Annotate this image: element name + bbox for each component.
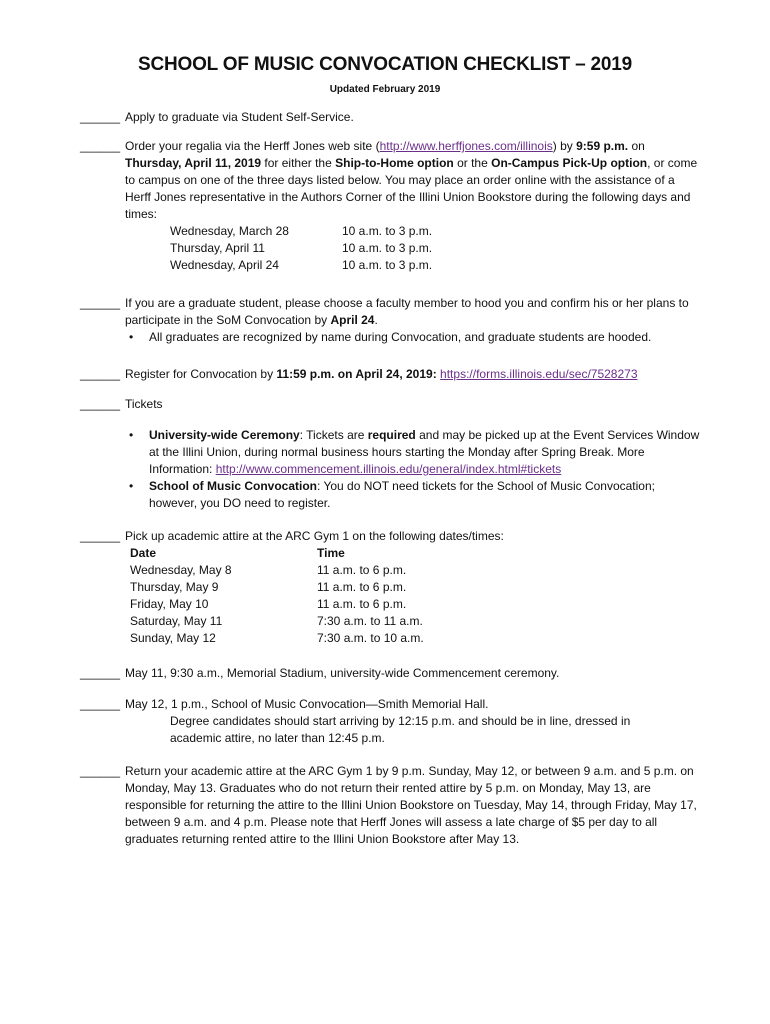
date-cell: Sunday, May 12 [130,631,216,645]
table-row [130,613,700,630]
text-run: , or come to campus on one of the three days listed below. You may place an order online with the assistance of a Herff Jones representative in the Authors Corner of the Illini Union Bookstore during the following days and times: [125,156,698,221]
check-blank: ______ [80,296,121,310]
check-blank: ______ [80,397,121,411]
column-header-time: Time [317,546,345,560]
checklist-item-regalia [80,138,700,274]
regalia-days-table [170,223,700,274]
item-text [125,366,700,383]
date-cell: Saturday, May 11 [130,614,223,628]
time-cell: 10 a.m. to 3 p.m. [342,258,433,272]
deadline-time: 9:59 p.m. [576,139,629,153]
checklist-item-apply [80,109,700,126]
deadline-date: April 24 [330,313,375,327]
time-cell: 11 a.m. to 6 p.m. [317,597,407,611]
time-cell: 11 a.m. to 6 p.m. [317,580,407,594]
emphasis: required [367,428,416,442]
deadline-date: Thursday, April 11, 2019 [125,156,262,170]
registration-link[interactable]: https://forms.illinois.edu/sec/7528273 [440,367,638,381]
pickup-option: On-Campus Pick-Up option [491,156,648,170]
text-run: ) by [552,139,577,153]
time-cell: 10 a.m. to 3 p.m. [342,224,433,238]
check-blank: ______ [80,139,121,153]
day-cell: Wednesday, April 24 [170,258,279,272]
page-title: SCHOOL OF MUSIC CONVOCATION CHECKLIST – 2019 [137,54,633,75]
text-run: on [631,139,645,153]
checklist-item-tickets [80,396,700,512]
list-item [125,329,700,346]
deadline: 11:59 p.m. on April 24, 2019: [276,367,437,381]
bullet-icon: • [129,428,134,442]
text-run: . [374,313,378,327]
list-item [125,478,700,512]
check-blank: ______ [80,367,121,381]
table-row [130,579,700,596]
table-row [130,630,700,647]
tickets-list [125,427,700,512]
text-run: Order your regalia via the Herff Jones web site ( [125,139,380,153]
bullet-icon: • [129,330,134,344]
check-blank: ______ [80,110,121,124]
checklist-item-convocation [80,696,700,747]
day-cell: Thursday, April 11 [170,241,265,255]
check-blank: ______ [80,529,121,543]
item-text: May 12, 1 p.m., School of Music Convocation—Smith Memorial Hall. [125,697,489,711]
item-text [125,138,700,274]
date-cell: Wednesday, May 8 [130,563,232,577]
item-text: Return your academic attire at the ARC Gym 1 by 9 p.m. Sunday, May 12, or between 9 a.m. and 5 p.m. on Monday, May 13. Graduates who do not return their rented attire by 5 p.m. on Monday, May 13, are responsible for returning the attire to the Illini Union Bookstore on Tuesday, May 14, through Friday, May 17, between 9 a.m. and 4 p.m. Please note that Herff Jones will assess a late charge of $5 per day to all graduates returning rented attire to the Illini Union Bookstore after May 13. [125,764,697,846]
checklist-item-register [80,366,700,383]
text-run: and may be picked up at the Event Services Window at the Illini Union, during normal business hours starting the Monday after Spring Break. More Information: [149,428,700,476]
table-row [170,240,700,257]
arrival-note: Degree candidates should start arriving by 12:15 p.m. and should be in line, dressed in academic attire, no later than 12:45 p.m. [170,714,631,745]
bullet-heading: School of Music Convocation [149,479,318,493]
table-row [170,223,700,240]
check-blank: ______ [80,697,121,711]
herff-jones-link[interactable]: http://www.herffjones.com/illinois [379,139,553,153]
list-item [125,427,700,478]
item-text: Pick up academic attire at the ARC Gym 1 on the following dates/times: [125,529,504,543]
table-row [170,257,700,274]
time-cell: 11 a.m. to 6 p.m. [317,563,407,577]
check-blank: ______ [80,666,121,680]
date-cell: Friday, May 10 [130,597,209,611]
bullet-icon: • [129,479,134,493]
table-header [130,545,700,562]
pickup-table [130,545,700,647]
table-row [130,596,700,613]
date-cell: Thursday, May 9 [130,580,219,594]
text-run: : You do NOT need tickets for the School of Music Convocation; however, you DO need to register. [149,479,655,510]
checklist-item-attire-pickup [80,528,700,647]
text-run: : Tickets are [299,428,368,442]
table-row [130,562,700,579]
commencement-tickets-link[interactable]: http://www.commencement.illinois.edu/general/index.html#tickets [215,462,562,476]
item-text: Tickets [125,397,163,411]
updated-date: Updated February 2019 [329,84,441,95]
day-cell: Wednesday, March 28 [170,224,289,238]
text-run: Register for Convocation by [125,367,277,381]
time-cell: 10 a.m. to 3 p.m. [342,241,433,255]
time-cell: 7:30 a.m. to 10 a.m. [317,631,424,645]
item-text: May 11, 9:30 a.m., Memorial Stadium, university-wide Commencement ceremony. [125,666,560,680]
text-run: for either the [261,156,336,170]
ship-option: Ship-to-Home option [335,156,454,170]
column-header-date: Date [130,546,157,560]
text-run: If you are a graduate student, please choose a faculty member to hood you and confirm his or her plans to participate in the SoM Convocation by [125,296,689,327]
checklist-item-commencement [80,665,700,682]
bullet-text: All graduates are recognized by name during Convocation, and graduate students are hooded. [149,330,652,344]
check-blank: ______ [80,764,121,778]
item-text: Apply to graduate via Student Self-Service. [125,110,354,124]
text-run: or the [453,156,492,170]
checklist-item-return-attire [80,763,700,848]
item-text [125,295,700,346]
bullet-heading: University-wide Ceremony [149,428,300,442]
checklist-item-hood [80,295,700,346]
time-cell: 7:30 a.m. to 11 a.m. [317,614,423,628]
